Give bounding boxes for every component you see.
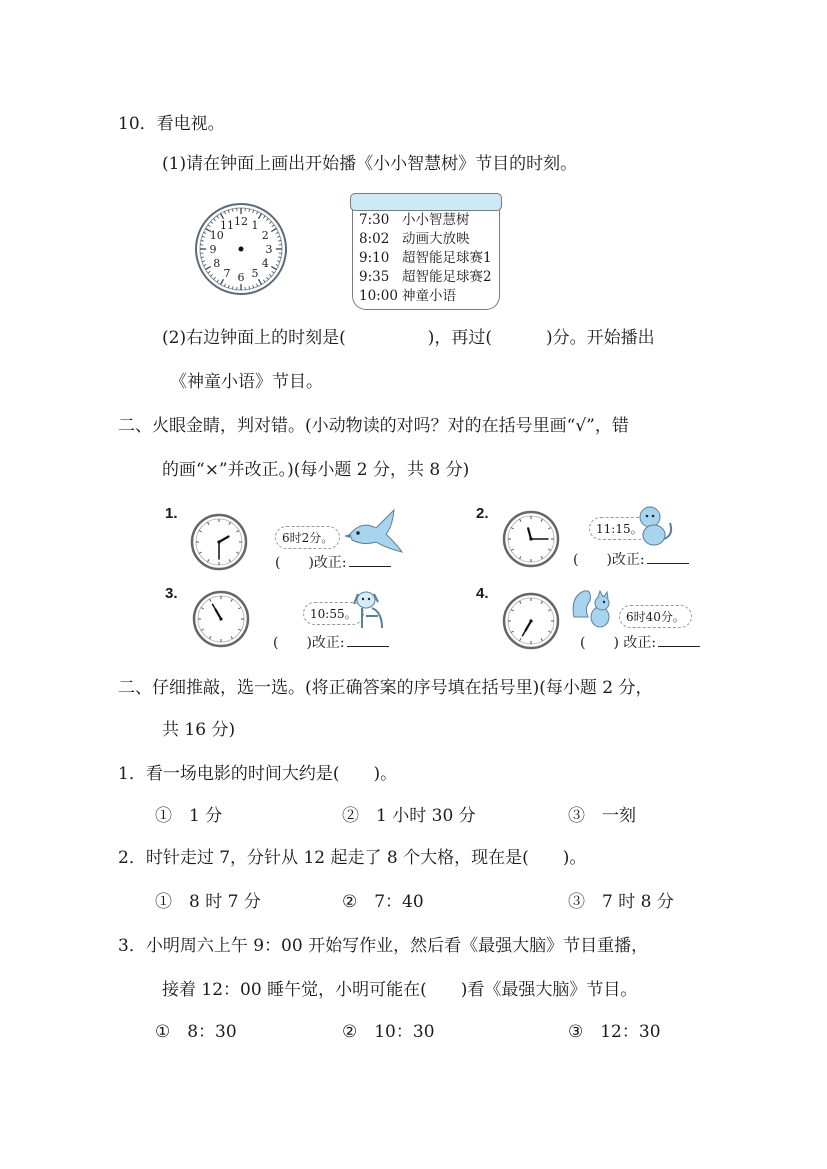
q10-part2-line2: 《神童小语》节目。	[170, 372, 323, 392]
clock-number: 11	[220, 218, 234, 232]
option-1[interactable]: ① 8 时 7 分	[155, 892, 261, 912]
monkey-icon	[636, 505, 676, 547]
correction-blank[interactable]	[647, 563, 689, 564]
section2-heading-line1: 二、火眼金睛，判对错。(小动物读的对吗？对的在括号里画“√”，错	[118, 416, 629, 436]
clock-center-dot	[239, 247, 244, 252]
question-stem: 1．看一场电影的时间大约是( )。	[118, 764, 398, 784]
speech-bubble: 10:55。	[303, 602, 364, 625]
answer-line	[275, 552, 391, 572]
item-number: 3.	[165, 585, 178, 602]
judge-clock-face	[192, 590, 250, 648]
clock-center-dot	[217, 540, 220, 543]
schedule-time: 10:00	[359, 288, 398, 304]
option-1[interactable]: ① 8：30	[155, 1022, 237, 1042]
correction-blank[interactable]	[347, 646, 389, 647]
answer-line	[273, 632, 389, 652]
schedule-row	[359, 268, 492, 286]
schedule-row	[359, 211, 470, 229]
clock-number: 10	[209, 229, 224, 242]
option-2[interactable]: ② 10：30	[342, 1022, 435, 1042]
answer-text: ( ) 改正:	[580, 635, 657, 651]
option-1[interactable]: ① 1 分	[155, 806, 223, 826]
q10-part2-text-b: )，再过(	[427, 328, 492, 348]
clock-number: 12	[234, 215, 248, 228]
question-stem-line2: 接着 12：00 睡午觉，小明可能在( )看《最强大脑》节目。	[162, 980, 638, 1000]
section3-heading-line2: 共 16 分)	[162, 720, 236, 740]
answer-text: ( )改正:	[573, 552, 645, 568]
schedule-show: 小小智慧树	[402, 212, 470, 228]
schedule-show: 超智能足球赛2	[402, 269, 492, 285]
clock-number: 9	[209, 243, 217, 256]
schedule-row	[359, 230, 470, 248]
option-3[interactable]: ③ 一刻	[568, 806, 636, 826]
option-3[interactable]: ③ 7 时 8 分	[568, 892, 674, 912]
answer-line	[573, 549, 689, 569]
item-number: 4.	[476, 585, 489, 602]
q10-part2-text-a: (2)右边钟面上的时刻是(	[162, 328, 346, 348]
judge-clock-face	[190, 513, 248, 571]
schedule-show: 神童小语	[402, 288, 456, 304]
clock-number: 5	[251, 267, 259, 281]
judge-clock-face	[502, 510, 560, 568]
schedule-time: 9:10	[359, 250, 390, 266]
correction-blank[interactable]	[658, 646, 700, 647]
clock-number: 6	[237, 271, 245, 284]
option-2[interactable]: ② 1 小时 30 分	[342, 806, 476, 826]
schedule-row	[359, 249, 492, 267]
item-number: 2.	[476, 505, 489, 522]
section2-heading-line2: 的画“×”并改正。)(每小题 2 分，共 8 分)	[162, 460, 470, 480]
board-body	[352, 209, 500, 310]
q10-part2-text-c: )分。开始播出	[545, 328, 655, 348]
q10-title: 10．看电视。	[118, 114, 225, 134]
answer-text: ( )改正:	[275, 555, 347, 571]
clock-number: 3	[265, 243, 273, 256]
squirrel-icon	[570, 587, 618, 631]
judge-clock-face	[502, 592, 560, 650]
blank-clock-face[interactable]	[194, 202, 288, 296]
clock-center-dot	[529, 619, 532, 622]
dog-icon	[352, 588, 388, 632]
answer-text: ( )改正:	[273, 635, 345, 651]
clock-number: 4	[261, 257, 269, 270]
question-stem: 3．小明周六上午 9：00 开始写作业，然后看《最强大脑》节目重播，	[118, 936, 649, 956]
schedule-row	[359, 287, 456, 305]
clock-number: 2	[261, 229, 269, 242]
clock-center-dot	[219, 617, 222, 620]
option-3[interactable]: ③ 12：30	[568, 1022, 661, 1042]
schedule-show: 超智能足球赛1	[402, 250, 492, 266]
answer-line	[580, 632, 700, 652]
schedule-time: 8:02	[359, 231, 390, 247]
correction-blank[interactable]	[349, 566, 391, 567]
clock-number: 7	[223, 267, 231, 281]
speech-bubble: 11:15。	[589, 517, 650, 540]
clock-center-dot	[529, 537, 532, 540]
bird-icon	[342, 506, 404, 556]
schedule-time: 9:35	[359, 269, 390, 285]
section3-heading-line1: 二、仔细推敲，选一选。(将正确答案的序号填在括号里)(每小题 2 分，	[118, 678, 653, 698]
tv-schedule-board	[350, 193, 502, 313]
item-number: 1.	[165, 505, 178, 522]
question-stem: 2．时针走过 7，分针从 12 起走了 8 个大格，现在是( )。	[118, 848, 587, 868]
speech-bubble: 6时40分。	[619, 605, 692, 628]
clock-number: 1	[251, 218, 259, 232]
option-2[interactable]: ② 7：40	[342, 892, 424, 912]
schedule-show: 动画大放映	[402, 231, 470, 247]
q10-part1: (1)请在钟面上画出开始播《小小智慧树》节目的时刻。	[162, 154, 578, 174]
q10-part2-line1	[162, 326, 655, 350]
speech-bubble: 6时2分。	[275, 526, 340, 549]
schedule-time: 7:30	[359, 212, 390, 228]
clock-number: 8	[213, 257, 221, 270]
